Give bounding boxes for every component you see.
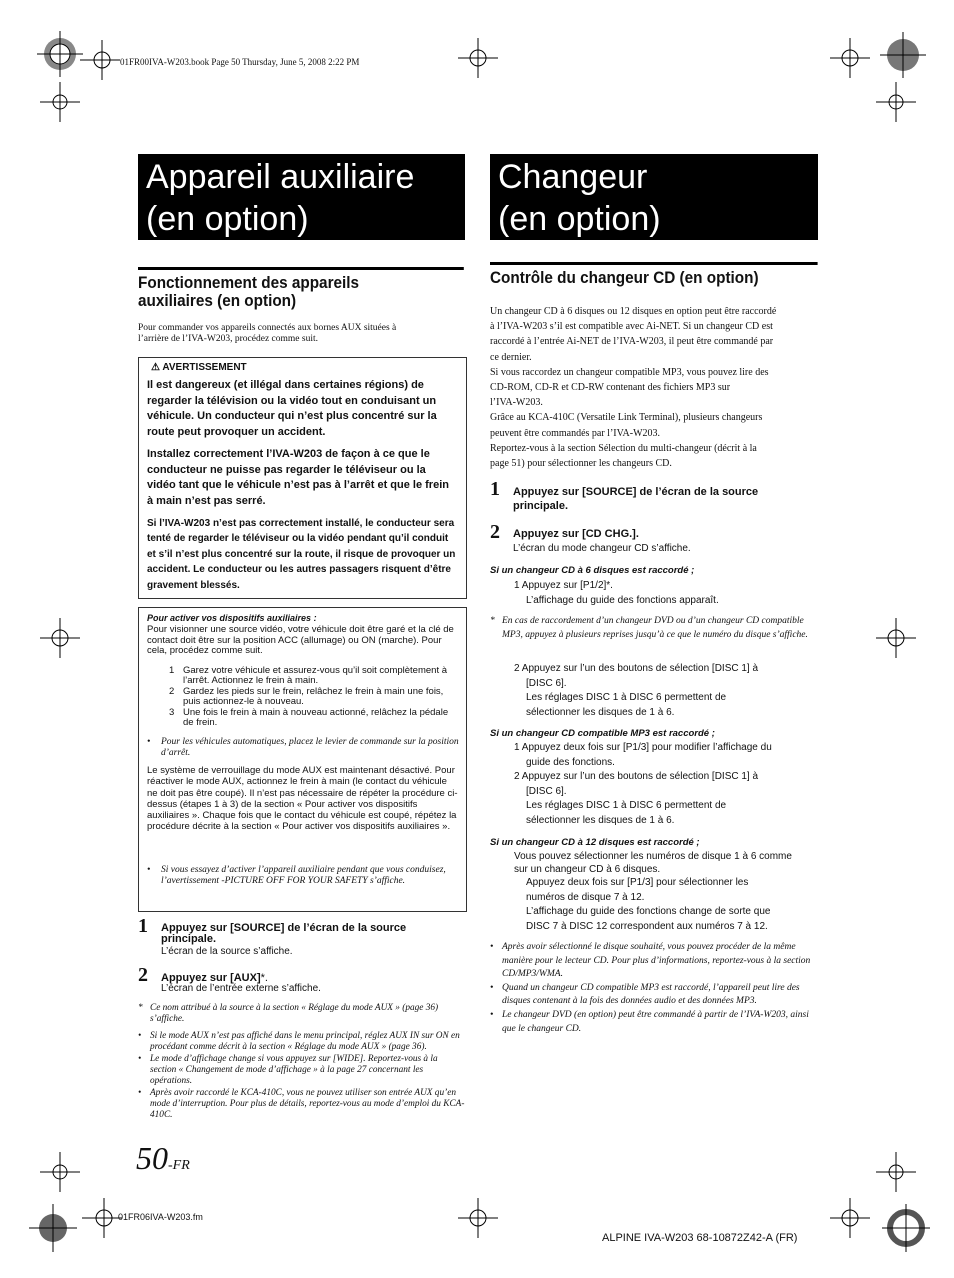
page-suffix: -FR [168, 1158, 190, 1173]
page-title-right [490, 154, 818, 240]
subheading-6-disc: Si un changeur CD à 6 disques est raccordé ; [490, 565, 695, 576]
subheading-12-disc: Si un changeur CD à 12 disques est raccordé ; [490, 837, 700, 848]
crop-mark-icon [876, 1200, 936, 1260]
text-line: l’IVA-W203. [490, 397, 543, 409]
footnote: Le mode d’affichage change si vous appuyez sur [WIDE]. Reportez-vous à la section « Changement de mode d’affichage » à la page 27 concernant les opérations. [150, 1054, 438, 1086]
text-line: 1 Appuyez deux fois sur [P1/3] pour modifier l’affichage du [514, 742, 772, 753]
subheading-mp3: Si un changeur CD compatible MP3 est raccordé ; [490, 728, 715, 739]
step-text-post: *. [260, 972, 268, 984]
text-line: Si vous raccordez un changeur compatible MP3, vous pouvez lire des [490, 366, 769, 378]
procedure-box [138, 607, 467, 912]
crosshair-icon [82, 1198, 122, 1238]
title-line: Appareil auxiliaire [146, 158, 415, 196]
crop-mark-icon [878, 30, 928, 80]
text-line: 2 Appuyez sur l’un des boutons de sélection [DISC 1] à [514, 663, 759, 674]
crosshair-icon [876, 1152, 916, 1192]
six-disc-step-1 [514, 578, 719, 608]
title-line: (en option) [498, 200, 661, 238]
text-line: Un changeur CD à 6 disques ou 12 disques en option peut être raccordé [490, 306, 777, 317]
footnote: Si le mode AUX n’est pas affiché dans le menu principal, réglez AUX IN sur ON en procédant comme décrit à la section « Réglage du mode AUX » (page 36). [150, 1031, 460, 1052]
six-disc-note: * En cas de raccordement d’un changeur DVD ou d’un changeur CD compatible MP3, appuyez à plusieurs reprises jusqu’à ce que le numéro du disque s’affiche. [490, 615, 818, 642]
warning-label: AVERTISSEMENT [162, 362, 247, 373]
step-text [513, 485, 813, 513]
warning-paragraph: Il est dangereux (et illégal dans certaines régions) de regarder la télévision ou la vidéo tout en conduisant un véhicule. Un conducteur qui n’est plus concentré sur la route peut provoquer un accident. [147, 379, 437, 438]
text-line: 1 Appuyez sur [P1/2]*. [514, 580, 613, 591]
step-subtext: L’écran de la source s’affiche. [161, 946, 293, 957]
intro-text-right [490, 304, 820, 471]
twelve-disc-text [514, 850, 792, 876]
footnotes-left: * Ce nom attribué à la source à la section « Réglage du mode AUX » (page 36) s’affiche. • Si le mode AUX n’est pas affiché dans le menu principal, réglez AUX IN sur ON en procédant comme décrit à la section « Réglage du mode AUX » (page 36). • Le mode d’affichage change si vous appuyez sur [WIDE]. Reportez-vous à la section « Changement de mode d’affichage » à la page 27 concernant les opérations. • Après avoir raccordé le KCA-410C, vous ne pouvez utiliser son entrée AUX qu’en mode d’interruption. Pour plus de détails, reportez-vous au mode d’emploi du KCA-410C. [138, 1003, 465, 1120]
text-line: Grâce au KCA-410C (Versatile Link Terminal), plusieurs changeurs [490, 412, 763, 424]
footnote: Le changeur DVD (en option) peut être commandé à partir de l’IVA-W203, ainsi que le changeur CD. [502, 1009, 809, 1034]
text-line: ce dernier. [490, 351, 532, 363]
box-note-text: Si vous essayez d’activer l’appareil auxiliaire pendant que vous conduisez, l’avertissement -PICTURE OFF FOR YOUR SAFETY s’affiche. [161, 865, 446, 886]
box-step: 3 Une fois le frein à main à nouveau actionné, relâchez la pédale de frein. [169, 708, 459, 728]
box-paragraph: Le système de verrouillage du mode AUX est maintenant désactivé. Pour réactiver le mode AUX, actionnez le frein à main (le contact du véhicule ne doit pas être coupé). Il n’est pas nécessaire de répéter la procédure ci-dessus (étapes 1 à 3) de la section « Pour activer vos dispositifs auxiliaires ». Chaque fois que le contact du véhicule est coupé, répétez la procédure décrite à la section « Pour activer vos dispositifs auxiliaires ». [147, 765, 458, 833]
step-text-post: principale. [513, 500, 569, 512]
footnotes-right: • Après avoir sélectionné le disque souhaité, vous pouvez procéder de la même manière pour le lecteur CD. Pour plus d’informations, reportez-vous à la section CD/MP3/WMA. • Quand un changeur CD compatible MP3 est raccordé, l’appareil peut lire des disques contenant à la fois des données audio et des données MP3. • Le changeur DVD (en option) peut être commandé à partir de l’IVA-W203, ainsi que le changeur CD. [490, 941, 818, 1036]
text-line: Les réglages DISC 1 à DISC 6 permettent de [526, 692, 727, 703]
section-title-right: Contrôle du changeur CD (en option) [490, 262, 818, 287]
footnote: Après avoir raccordé le KCA-410C, vous ne pouvez utiliser son entrée AUX qu’en mode d’interruption. Pour plus de détails, reportez-vous au mode d’emploi du KCA-410C. [150, 1088, 465, 1120]
text-line: 2 Appuyez sur l’un des boutons de sélection [DISC 1] à [514, 771, 759, 783]
step-text [513, 528, 639, 541]
crosshair-icon [458, 38, 498, 78]
intro-text [138, 323, 468, 345]
text-line: raccordé à l’entrée Ai-NET de l’IVA-W203, il peut être commandé par [490, 336, 774, 348]
warning-header [151, 362, 247, 373]
warning-box [138, 357, 467, 599]
title-line: Changeur [498, 158, 648, 196]
step-text-pre: Appuyez sur [513, 528, 583, 540]
cd-chg-key-label: [CD CHG.] [582, 528, 636, 540]
box-note: • Si vous essayez d’activer l’appareil auxiliaire pendant que vous conduisez, l’avertissement -PICTURE OFF FOR YOUR SAFETY s’affiche. [147, 865, 459, 887]
warning-triangle-icon: ⚠ [151, 362, 160, 373]
text-line: DISC 7 à DISC 12 correspondent aux numéros 7 à 12. [526, 920, 768, 932]
text-line: numéros de disque 7 à 12. [526, 891, 645, 903]
warning-paragraph: Si l’IVA-W203 n’est pas correctement installé, le conducteur sera tenté de regarder le téléviseur ou la vidéo pendant qu’il conduit et s’il n’est plus concentré sur la route, il risque de provoquer un accident. Le conducteur ou les autres passagers risquent d’être gravement blessés. [147, 518, 456, 591]
section-title-line: auxiliaires (en option) [138, 291, 297, 310]
step-text-post: . [635, 528, 639, 540]
text-line: peuvent être commandés par l’IVA-W203. [490, 427, 661, 439]
step-text-post: de l’écran de la source principale. [161, 922, 407, 945]
step-number: 2 [138, 964, 148, 986]
text-line: Reportez-vous à la section Sélection du multi-changeur (décrit à la [490, 442, 757, 454]
section-title-left [138, 267, 464, 310]
six-disc-step-2 [514, 662, 758, 720]
box-step-text: Garez votre véhicule et assurez-vous qu’il soit complètement à l’arrêt. Actionnez le frein à main. [183, 665, 448, 686]
text-line: sélectionner les disques de 1 à 6. [526, 814, 675, 826]
box-step-text: Gardez les pieds sur le frein, relâchez le frein à main une fois, puis actionnez-le à nouveau. [183, 686, 444, 707]
text-line: [DISC 6]. [526, 785, 567, 797]
step-number: 2 [490, 521, 500, 543]
text-line: page 51) pour sélectionner les changeurs CD. [490, 458, 672, 470]
crosshair-icon [830, 38, 870, 78]
mp3-steps [514, 741, 772, 829]
text-line: Les réglages DISC 1 à DISC 6 permettent de [526, 800, 727, 812]
text-line: sélectionner les disques de 1 à 6. [526, 706, 675, 718]
twelve-disc-text-2 [526, 876, 770, 934]
text-line: CD-ROM, CD-R et CD-RW contenant des fichiers MP3 sur [490, 382, 731, 394]
box-heading: Pour activer vos dispositifs auxiliaires : [147, 613, 317, 623]
step-subtext: L’écran du mode changeur CD s’affiche. [513, 543, 691, 554]
text-line: Vous pouvez sélectionner les numéros de disque 1 à 6 comme [514, 851, 792, 862]
text-line: L’affichage du guide des fonctions apparaît. [526, 595, 719, 606]
text-line: L’affichage du guide des fonctions change de sorte que [526, 906, 771, 917]
footer-file: 01FR06IVA-W203.fm [118, 1212, 203, 1222]
step-text [161, 923, 461, 945]
crosshair-icon [876, 82, 916, 122]
text-line: Appuyez deux fois sur [P1/3] pour sélectionner les [526, 877, 749, 888]
crosshair-icon [40, 618, 80, 658]
step-text-pre: Appuyez sur [513, 486, 583, 498]
step-number: 1 [138, 915, 148, 937]
file-info-header: 01FR00IVA-W203.book Page 50 Thursday, June 5, 2008 2:22 PM [120, 57, 360, 67]
box-step: 2 Gardez les pieds sur le frein, relâchez le frein à main une fois, puis actionnez-le à nouveau. [169, 687, 459, 707]
text-line: à l’IVA-W203 s’il est compatible avec Ai-NET. Si un changeur CD est [490, 321, 773, 333]
warning-paragraph: Installez correctement l’IVA-W203 de façon à ce que le conducteur ne puisse pas regarder le téléviseur ou la vidéo tant que le véhicule n’est pas à l’arrêt et que le frein à main n’est pas serré. [147, 448, 449, 507]
text-line: [DISC 6]. [526, 677, 567, 689]
text-line: Pour commander vos appareils connectés aux bornes AUX situées à [138, 323, 397, 333]
footnote: Quand un changeur CD compatible MP3 est raccordé, l’appareil peut lire des disques contenant à la fois des données audio et des données MP3. [502, 982, 800, 1007]
source-key-label: [SOURCE] [582, 486, 637, 498]
step-text-post: de l’écran de la source [636, 486, 759, 498]
page-number-value: 50 [136, 1140, 168, 1176]
footnote: Ce nom attribué à la source à la section « Réglage du mode AUX » (page 36) s’affiche. [150, 1003, 439, 1024]
note-text: En cas de raccordement d’un changeur DVD ou d’un changeur CD compatible MP3, appuyez à plusieurs reprises jusqu’à ce que le numéro du disque s’affiche. [502, 616, 808, 640]
crosshair-icon [40, 82, 80, 122]
page-number [136, 1140, 190, 1177]
crop-mark-icon [25, 1200, 85, 1260]
box-step: 1 Garez votre véhicule et assurez-vous qu’il soit complètement à l’arrêt. Actionnez le frein à main. [169, 666, 459, 686]
text-line: guide des fonctions. [526, 756, 615, 768]
text-line: l’arrière de l’IVA-W203, procédez comme suit. [138, 334, 318, 344]
step-text-pre: Appuyez sur [161, 972, 231, 984]
footnote: Après avoir sélectionné le disque souhaité, vous pouvez procéder de la même manière pour le lecteur CD. Pour plus d’informations, reportez-vous à la section CD/MP3/WMA. [502, 942, 811, 980]
box-note: • Pour les véhicules automatiques, placez le levier de commande sur la position d’arrêt. [147, 737, 459, 758]
box-step-text: Une fois le frein à main à nouveau actionné, relâchez la pédale de frein. [183, 707, 449, 728]
step-number: 1 [490, 478, 500, 500]
aux-key-label: [AUX] [230, 972, 261, 984]
page-title-left [138, 154, 465, 240]
box-note-text: Pour les véhicules automatiques, placez le levier de commande sur la position d’arrêt. [161, 737, 459, 758]
text-line: sur un changeur CD à 6 disques. [514, 864, 661, 875]
section-title-line: Fonctionnement des appareils [138, 273, 360, 292]
source-key-label: [SOURCE] [230, 922, 285, 934]
crosshair-icon [80, 40, 120, 80]
title-line: (en option) [146, 200, 309, 238]
step-text-pre: Appuyez sur [161, 922, 231, 934]
crosshair-icon [458, 1198, 498, 1238]
crosshair-icon [876, 618, 916, 658]
box-intro: Pour visionner une source vidéo, votre véhicule doit être garé et la clé de contact doit être sur la position ACC (allumage) ou ON (marche). Pour cela, procédez comme suit. [147, 624, 454, 656]
crosshair-icon [830, 1198, 870, 1238]
crosshair-icon [40, 1152, 80, 1192]
footer-model: ALPINE IVA-W203 68-10872Z42-A (FR) [602, 1232, 798, 1244]
step-subtext: L’écran de l’entrée externe s’affiche. [161, 983, 321, 994]
